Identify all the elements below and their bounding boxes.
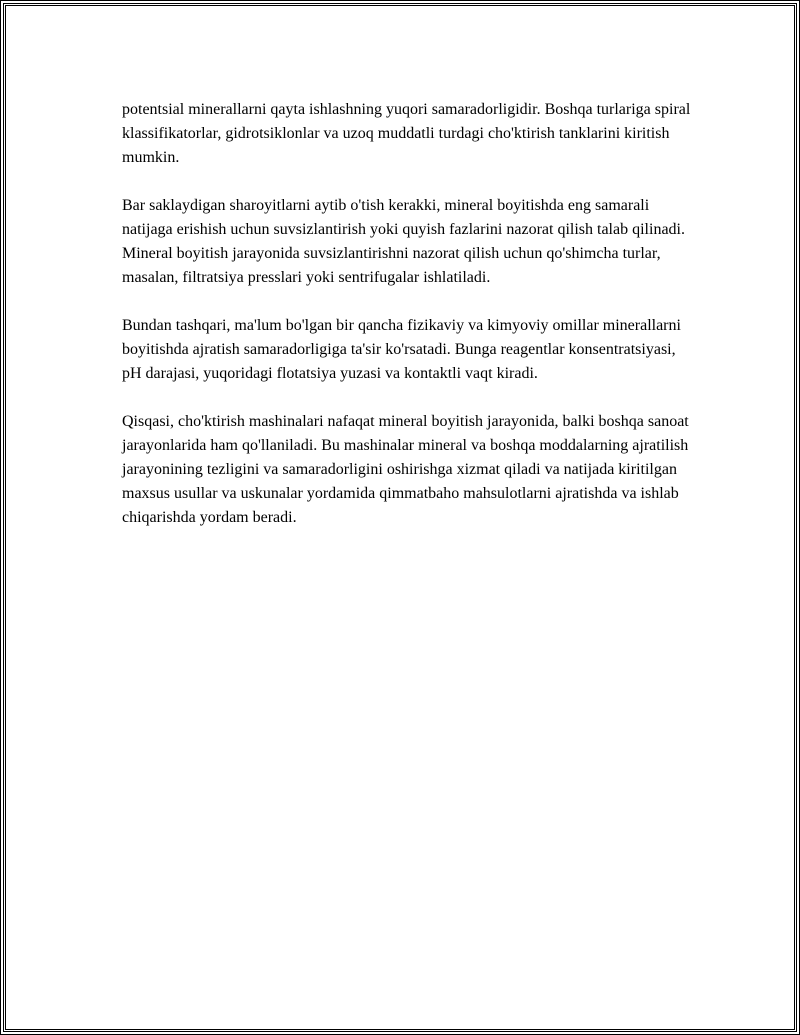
paragraph-4: Qisqasi, cho'ktirish mashinalari nafaqat mineral boyitish jarayonida, balki boshqa sanoat jarayonlarida ham qo'llaniladi. Bu mashinalar mineral va boshqa moddalarning ajratilish jarayonining tezligini va samaradorligini oshirishga xizmat qiladi va natijada kiritilgan maxsus usullar va uskunalar yordamida qimmatbaho mahsulotlarni ajratishda va ishlab chiqarishda yordam beradi.	[122, 413, 689, 526]
paragraph-1: potentsial minerallarni qayta ishlashning yuqori samaradorligidir. Boshqa turlariga spiral klassifikatorlar, gidrotsiklonlar va uzoq muddatli turdagi cho'ktirish tanklarini kiritish mumkin.	[122, 101, 691, 166]
document-body	[122, 98, 697, 530]
paragraph-3: Bundan tashqari, ma'lum bo'lgan bir qancha fizikaviy va kimyoviy omillar minerallarni boyitishda ajratish samaradorligiga ta'sir ko'rsatadi. Bunga reagentlar konsentratsiyasi, pH darajasi, yuqoridagi flotatsiya yuzasi va kontaktli vaqt kiradi.	[122, 317, 681, 382]
paragraph-2: Bar saklaydigan sharoyitlarni aytib o'tish kerakki, mineral boyitishda eng samarali natijaga erishish uchun suvsizlantirish yoki quyish fazlarini nazorat qilish talab qilinadi. Mineral boyitish jarayonida suvsizlantirishni nazorat qilish uchun qo'shimcha turlar, masalan, filtratsiya presslari yoki sentrifugalar ishlatiladi.	[122, 197, 685, 286]
